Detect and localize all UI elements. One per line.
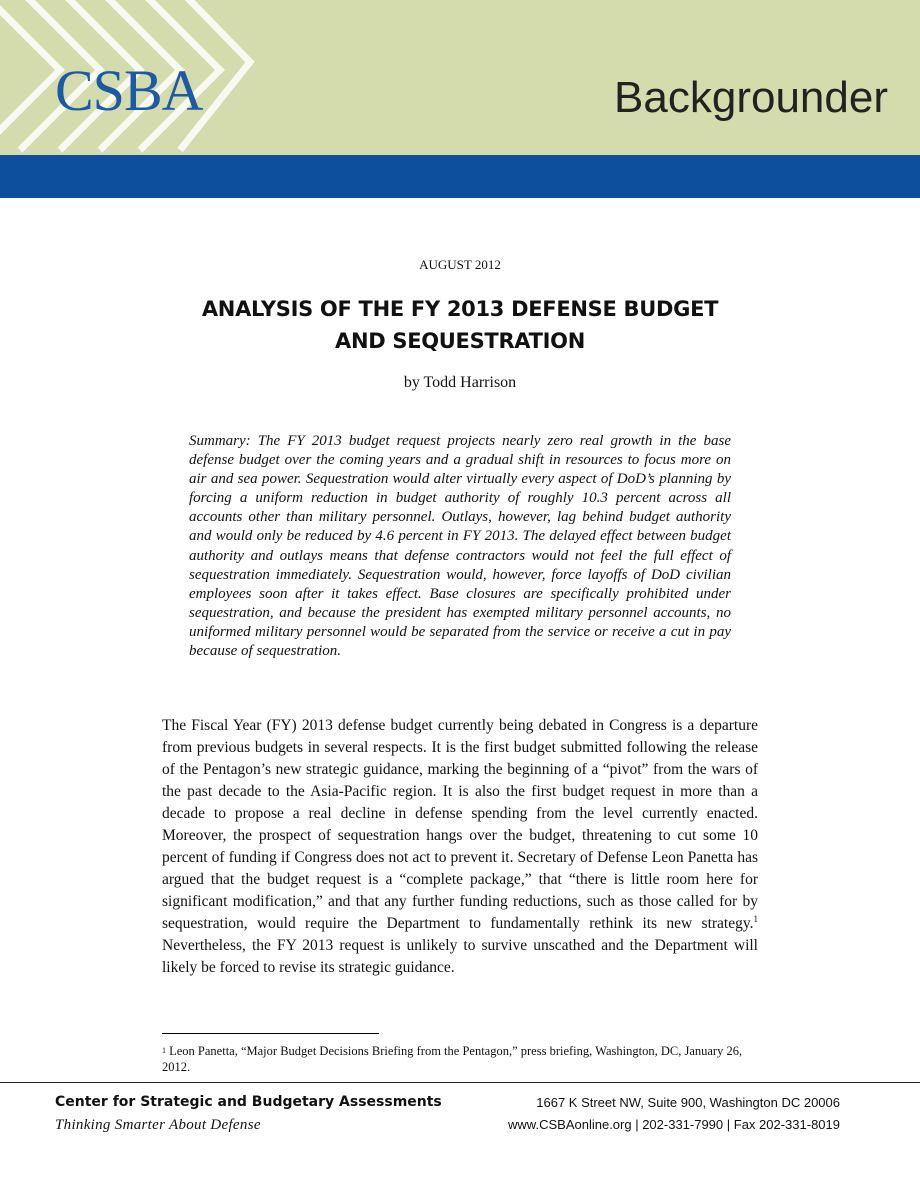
body-paragraph (162, 715, 758, 979)
title-line-1: ANALYSIS OF THE FY 2013 DEFENSE BUDGET (201, 297, 719, 321)
footer-contact: www.CSBAonline.org | 202-331-7990 | Fax 202-331-8019 (508, 1117, 840, 1132)
footnote-number: 1 (162, 1046, 166, 1055)
footer-divider (0, 1082, 920, 1083)
footer-tagline: Thinking Smarter About Defense (55, 1117, 261, 1133)
publication-date: AUGUST 2012 (419, 257, 501, 272)
title-line-2: AND SEQUESTRATION (335, 329, 585, 353)
document-title (0, 293, 920, 357)
header-banner (0, 0, 920, 155)
footnote-divider (162, 1033, 379, 1034)
blue-band (0, 155, 920, 198)
footer-address: 1667 K Street NW, Suite 900, Washington DC 20006 (536, 1095, 840, 1110)
csba-logo: CSBA (55, 58, 203, 123)
footnote-text: Leon Panetta, “Major Budget Decisions Briefing from the Pentagon,” press briefing, Washington, DC, January 26, 2012. (162, 1044, 743, 1074)
footnote-reference[interactable]: 1 (753, 914, 758, 924)
body-text-continued: Nevertheless, the FY 2013 request is unlikely to survive unscathed and the Department will likely be forced to revise its strategic guidance. (162, 937, 758, 976)
footer-org-name: Center for Strategic and Budgetary Assessments (55, 1094, 442, 1110)
body-text: The Fiscal Year (FY) 2013 defense budget currently being debated in Congress is a departure from previous budgets in several respects. It is the first budget submitted following the release of the Pentagon’s new strategic guidance, marking the beginning of a “pivot” from the wars of the past decade to the Asia-Pacific region. It is also the first budget request in more than a decade to propose a real decline in defense spending from the level currently enacted. Moreover, the prospect of sequestration hangs over the budget, threatening to cut some 10 percent of funding if Congress does not act to prevent it. Secretary of Defense Leon Panetta has argued that the budget request is a “complete package,” that “there is little room here for significant modification,” and that any further funding reductions, such as those called for by sequestration, would require the Department to fundamentally rethink its new strategy. (162, 717, 758, 932)
series-label: Backgrounder (614, 73, 888, 122)
byline: by Todd Harrison (403, 374, 517, 391)
summary-paragraph: Summary: The FY 2013 budget request projects nearly zero real growth in the base defense budget over the coming years and a gradual shift in resources to focus more on air and sea power. Sequestration would alter virtually every aspect of DoD’s planning by forcing a uniform reduction in budget authority of roughly 10.3 percent across all accounts other than military personnel. Outlays, however, lag behind budget authority and would only be reduced by 4.6 percent in FY 2013. The delayed effect between budget authority and outlays means that defense contractors would not feel the full effect of sequestration immediately. Sequestration would, however, force layoffs of DoD civilian employees soon after it takes effect. Base closures are specifically prohibited under sequestration, and because the president has exempted military personnel accounts, no uniformed military personnel would be separated from the service or receive a cut in pay because of sequestration. (189, 433, 731, 660)
footnote (162, 1043, 758, 1075)
